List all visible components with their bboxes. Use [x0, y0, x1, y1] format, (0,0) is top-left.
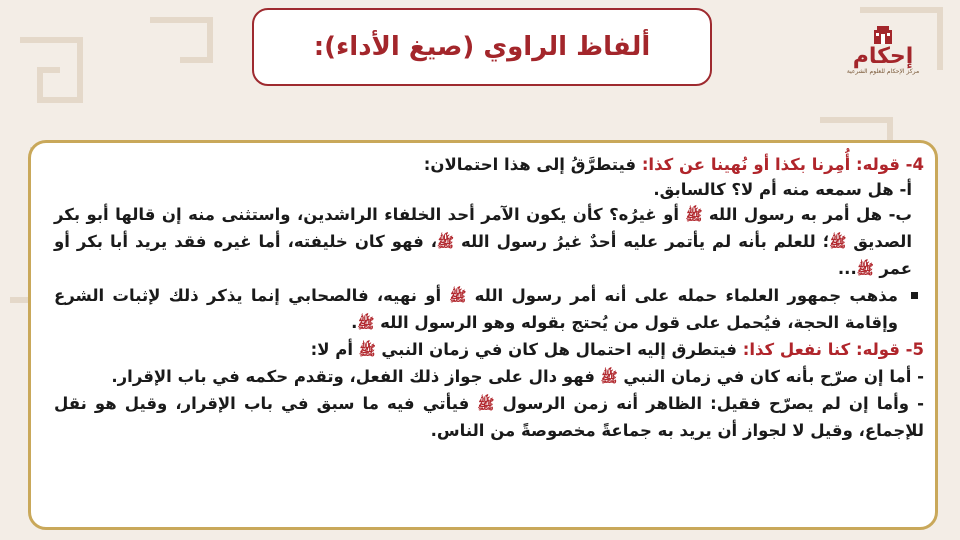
honorific-glyph-icon: ﷺ — [685, 208, 703, 224]
content-text — [54, 152, 924, 443]
logo-word: إحكام — [852, 44, 914, 69]
bullet-square-icon — [911, 292, 918, 299]
bullet-part1: مذهب جمهور العلماء حمله على أنه أمر رسول الله — [474, 286, 898, 305]
case-2-part2: فيأتي فيه ما سبق في باب الإقرار، وقيل هو نقل للإجماع، وقيل لا لجواز أن يريد به جماعةً مخصوصةً من الناس. — [54, 394, 924, 440]
case-2-part1: - وأما إن لم يصرّح فقيل: الظاهر أنه زمن الرسول — [502, 394, 924, 413]
point-4-b-part4: ، فهو كان خليفته، أما غيره فقد يريد أبا بكر أو عمر — [54, 232, 912, 278]
case-1-part2: فهو دال على جواز ذلك الفعل، وتقدم حكمه في باب الإقرار. — [111, 367, 601, 386]
honorific-glyph-icon: ﷺ — [600, 370, 618, 386]
logo-building-icon — [871, 24, 895, 44]
point-4-b-part2: أو غيرُه؟ كأن يكون الآمر أحد الخلفاء الراشدين، واستثنى منه إن قالها أبو بكر الصديق — [54, 205, 912, 251]
point-5-label: 5- قوله: كنا نفعل كذا: — [742, 340, 924, 359]
point-5-heading — [54, 337, 924, 364]
point-5-case-1 — [54, 364, 924, 391]
point-4-heading — [54, 152, 924, 177]
logo — [846, 24, 920, 96]
point-4-b-part3: ؛ للعلم بأنه لم يأتمر عليه أحدٌ غيرُ رسول الله — [460, 232, 830, 251]
honorific-glyph-icon: ﷺ — [856, 262, 874, 278]
point-4-b-part1: ب- هل أمر به رسول الله — [708, 205, 912, 224]
honorific-glyph-icon: ﷺ — [437, 235, 454, 251]
point-4-a: أ- هل سمعه منه أم لا؟ كالسابق. — [653, 180, 912, 199]
logo-subtitle: مركز الإحكام للعلوم الشرعية — [846, 68, 920, 75]
point-4-b — [54, 202, 924, 283]
point-5-text2: أم لا: — [310, 340, 359, 359]
honorific-glyph-icon: ﷺ — [829, 235, 847, 251]
point-4-label: 4- قوله: أُمِرنا بكذا أو نُهينا عن كذا: — [641, 155, 924, 174]
bullet-part2: أو نهيه، فالصحابي إنما يذكر ذلك لإثبات الشرع وإقامة الحجة، فيُحمل على قول من يُحتج بقوله وهو الرسول الله — [54, 286, 898, 332]
case-1-part1: - أما إن صرّح بأنه كان في زمان النبي — [623, 367, 924, 386]
point-5-case-2 — [54, 391, 924, 443]
title-box — [252, 8, 712, 86]
honorific-glyph-icon: ﷺ — [357, 316, 375, 332]
bullet-item — [54, 283, 924, 337]
point-5-text1: فيتطرق إليه احتمال هل كان في زمان النبي — [381, 340, 743, 359]
page-title: ألفاظ الراوي (صيغ الأداء): — [313, 32, 651, 62]
point-4-text: فيتطرَّقُ إلى هذا احتمالان: — [423, 155, 642, 174]
honorific-glyph-icon: ﷺ — [477, 397, 495, 413]
honorific-glyph-icon: ﷺ — [449, 289, 467, 305]
bullet-part3: . — [351, 313, 358, 332]
honorific-glyph-icon: ﷺ — [358, 343, 376, 359]
point-4-b-part5: ... — [837, 259, 857, 278]
